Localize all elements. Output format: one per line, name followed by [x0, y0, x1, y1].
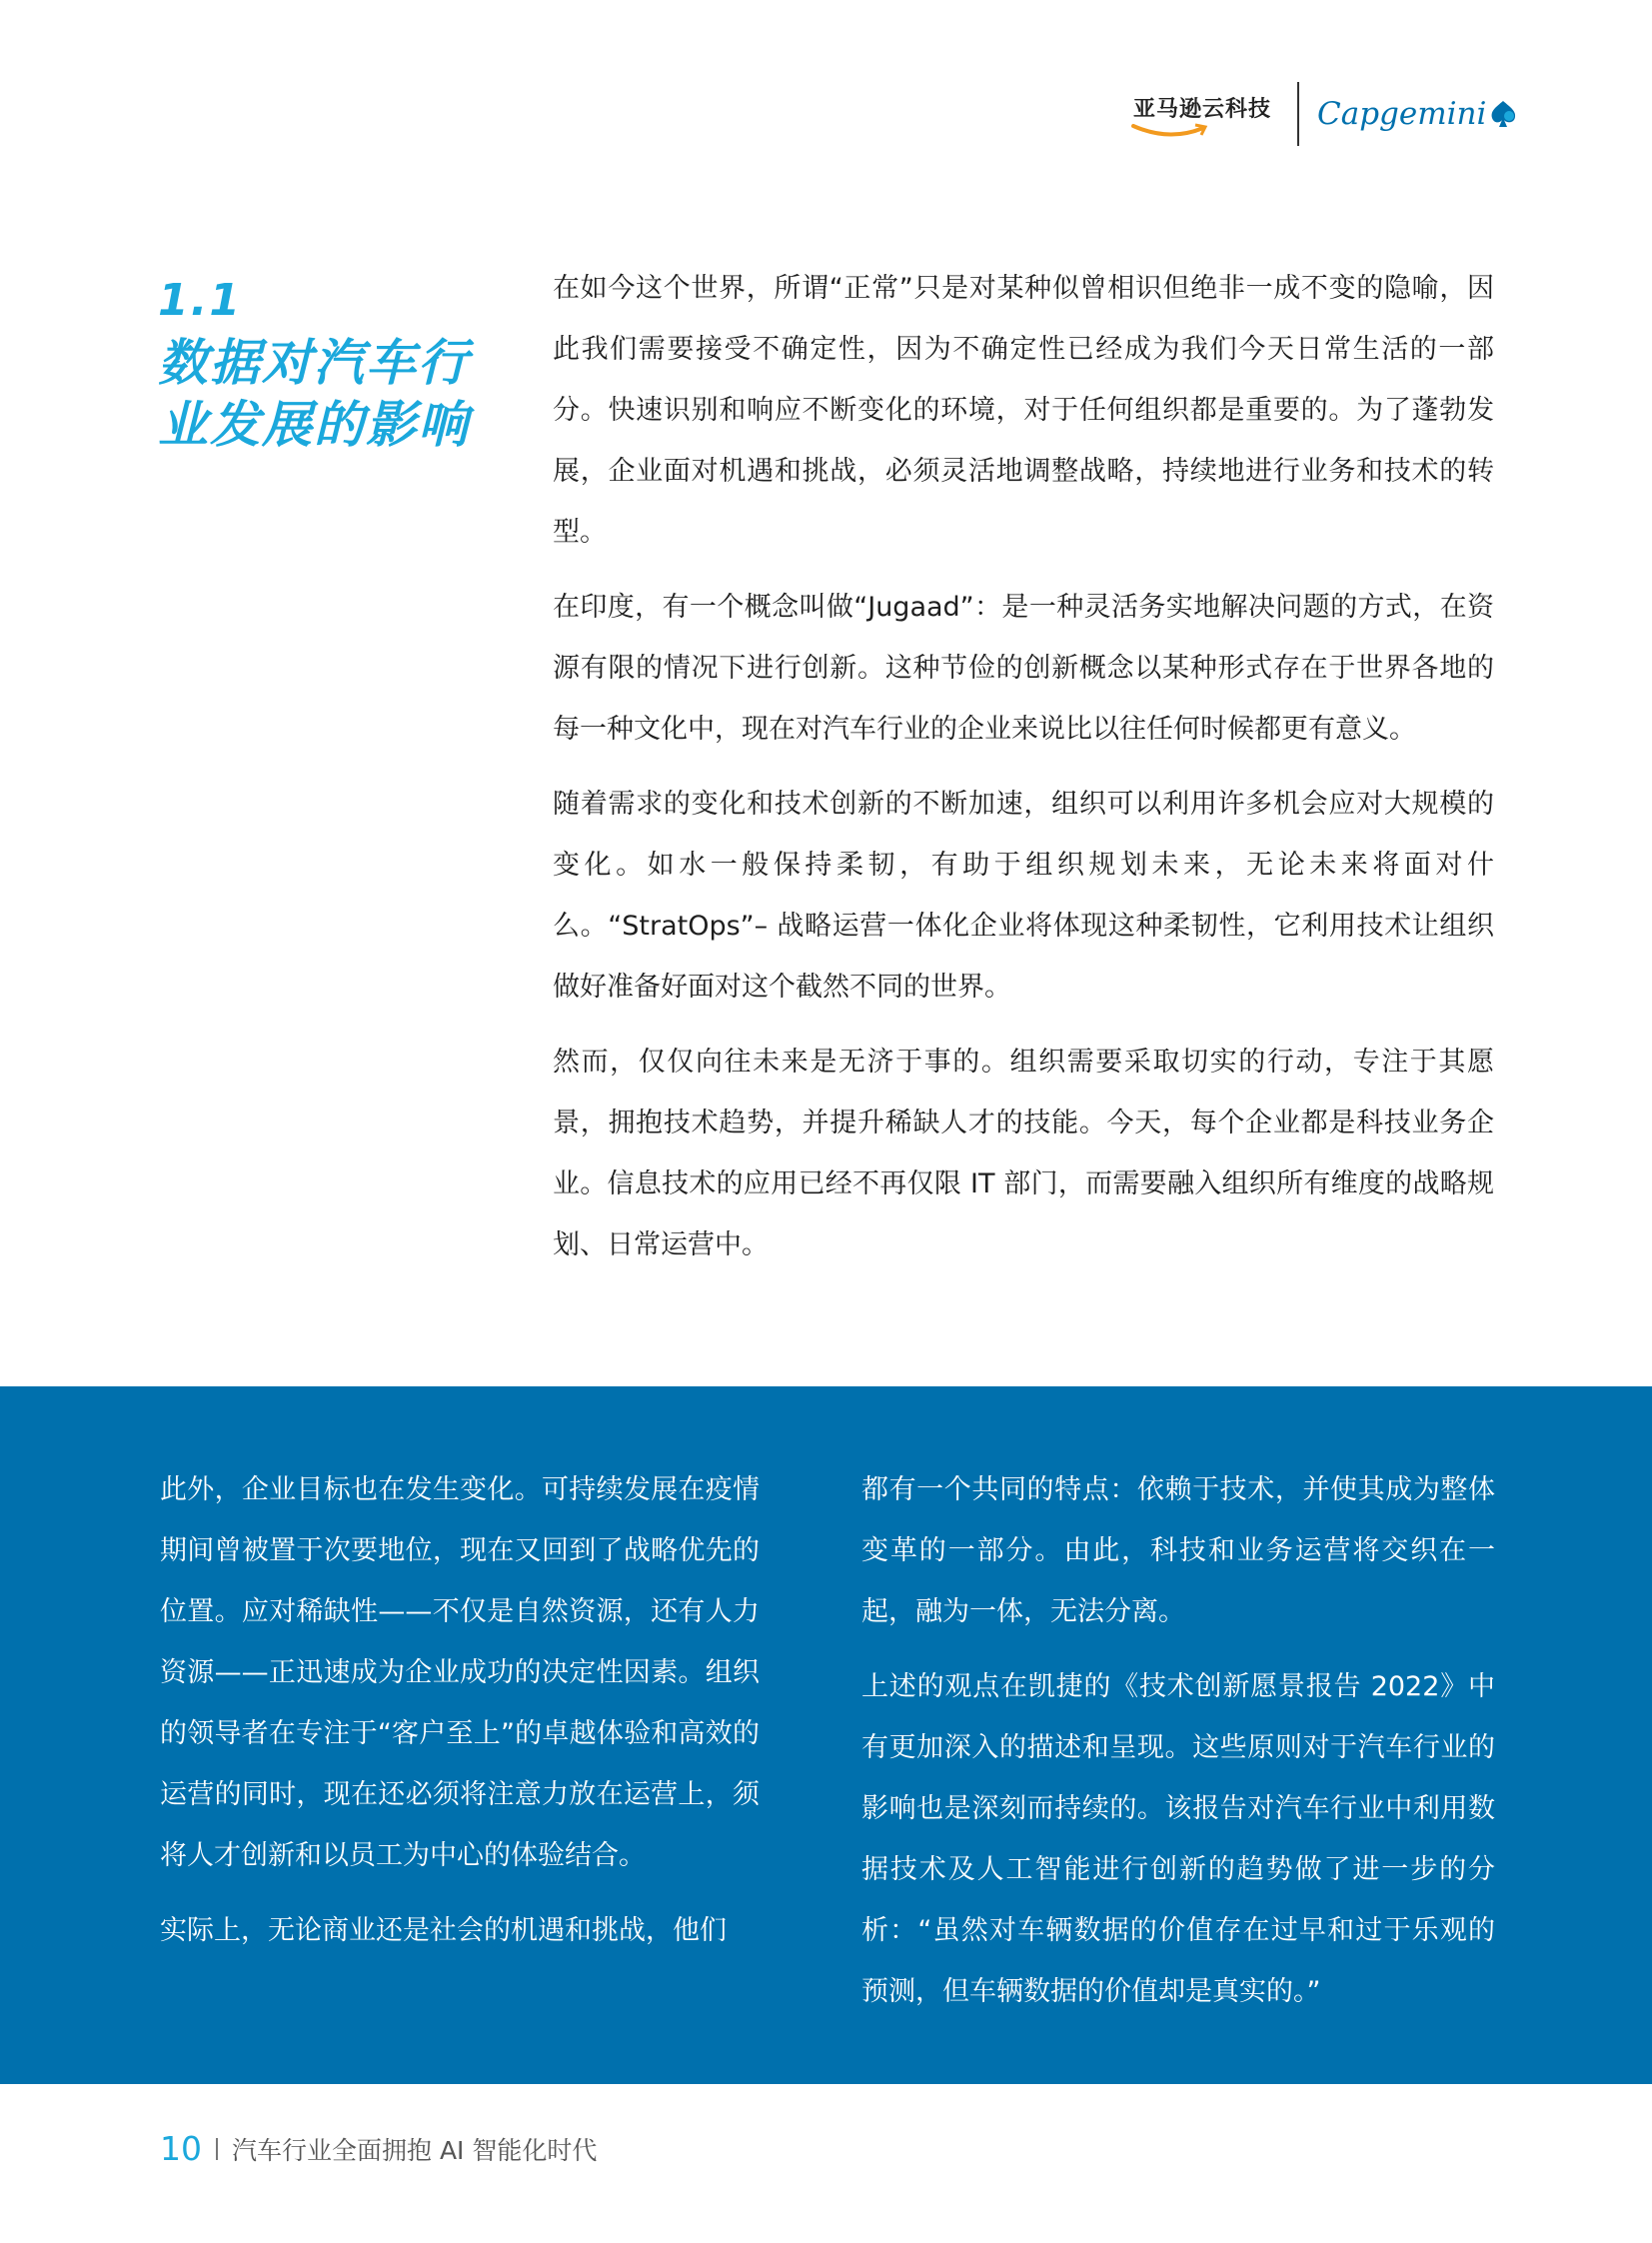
- section-number: 1.1: [158, 275, 242, 326]
- header-logos: [1129, 78, 1518, 150]
- paragraph: 随着需求的变化和技术创新的不断加速，组织可以利用许多机会应对大规模的变化。如水一般保持柔韧，有助于组织规划未来，无论未来将面对什么。“StratOps”– 战略运营一体化企业将体现这种柔韧性，它利用技术让组织做好准备好面对这个截然不同的世界。: [553, 789, 1494, 1003]
- section-title-line: 业发展的影响: [158, 396, 470, 454]
- main-body-text: [553, 258, 1494, 1289]
- capgemini-spade-icon: [1488, 99, 1518, 129]
- section-title: [158, 270, 470, 456]
- paragraph: 实际上，无论商业还是社会的机遇和挑战，他们: [160, 1915, 727, 1946]
- page-number: 10: [160, 2129, 202, 2168]
- paragraph: 都有一个共同的特点：依赖于技术，并使其成为整体变革的一部分。由此，科技和业务运营将交织在一起，融为一体，无法分离。: [861, 1474, 1495, 1627]
- logo-divider: [1297, 82, 1299, 146]
- paragraph: 然而，仅仅向往未来是无济于事的。组织需要采取切实的行动，专注于其愿景，拥抱技术趋势，并提升稀缺人才的技能。今天，每个企业都是科技业务企业。信息技术的应用已经不再仅限 IT 部门，而需要融入组织所有维度的战略规划、日常运营中。: [553, 1047, 1494, 1260]
- band-right-column: [861, 1459, 1495, 2036]
- band-left-column: [160, 1459, 760, 1975]
- section-title-line: 数据对汽车行: [158, 334, 470, 392]
- paragraph: 上述的观点在凯捷的《技术创新愿景报告 2022》中有更加深入的描述和呈现。这些原则对于汽车行业的影响也是深刻而持续的。该报告对汽车行业中利用数据技术及人工智能进行创新的趋势做了进一步的分析：“虽然对车辆数据的价值存在过早和过于乐观的预测，但车辆数据的价值却是真实的。”: [861, 1671, 1495, 2007]
- amazon-logo: [1129, 84, 1279, 144]
- paragraph: 在印度，有一个概念叫做“Jugaad”：是一种灵活务实地解决问题的方式，在资源有限的情况下进行创新。这种节俭的创新概念以某种形式存在于世界各地的每一种文化中，现在对汽车行业的企业来说比以往任何时候都更有意义。: [553, 592, 1494, 745]
- highlight-band: [0, 1386, 1652, 2084]
- amazon-logo-text: 亚马逊云科技: [1133, 97, 1272, 122]
- amazon-smile-icon: [1131, 122, 1211, 140]
- paragraph: 在如今这个世界，所谓“正常”只是对某种似曾相识但绝非一成不变的隐喻，因此我们需要接受不确定性，因为不确定性已经成为我们今天日常生活的一部分。快速识别和响应不断变化的环境，对于任何组织都是重要的。为了蓬勃发展，企业面对机遇和挑战，必须灵活地调整战略，持续地进行业务和技术的转型。: [553, 273, 1494, 548]
- document-title: 汽车行业全面拥抱 AI 智能化时代: [232, 2135, 598, 2165]
- paragraph: 此外，企业目标也在发生变化。可持续发展在疫情期间曾被置于次要地位，现在又回到了战略优先的位置。应对稀缺性——不仅是自然资源，还有人力资源——正迅速成为企业成功的决定性因素。组织的领导者在专注于“客户至上”的卓越体验和高效的运营的同时，现在还必须将注意力放在运营上，须将人才创新和以员工为中心的体验结合。: [160, 1474, 760, 1871]
- capgemini-logo: [1317, 96, 1518, 132]
- page-footer: [160, 2129, 597, 2168]
- footer-divider: [216, 2138, 218, 2160]
- capgemini-logo-text: Capgemini: [1317, 96, 1487, 132]
